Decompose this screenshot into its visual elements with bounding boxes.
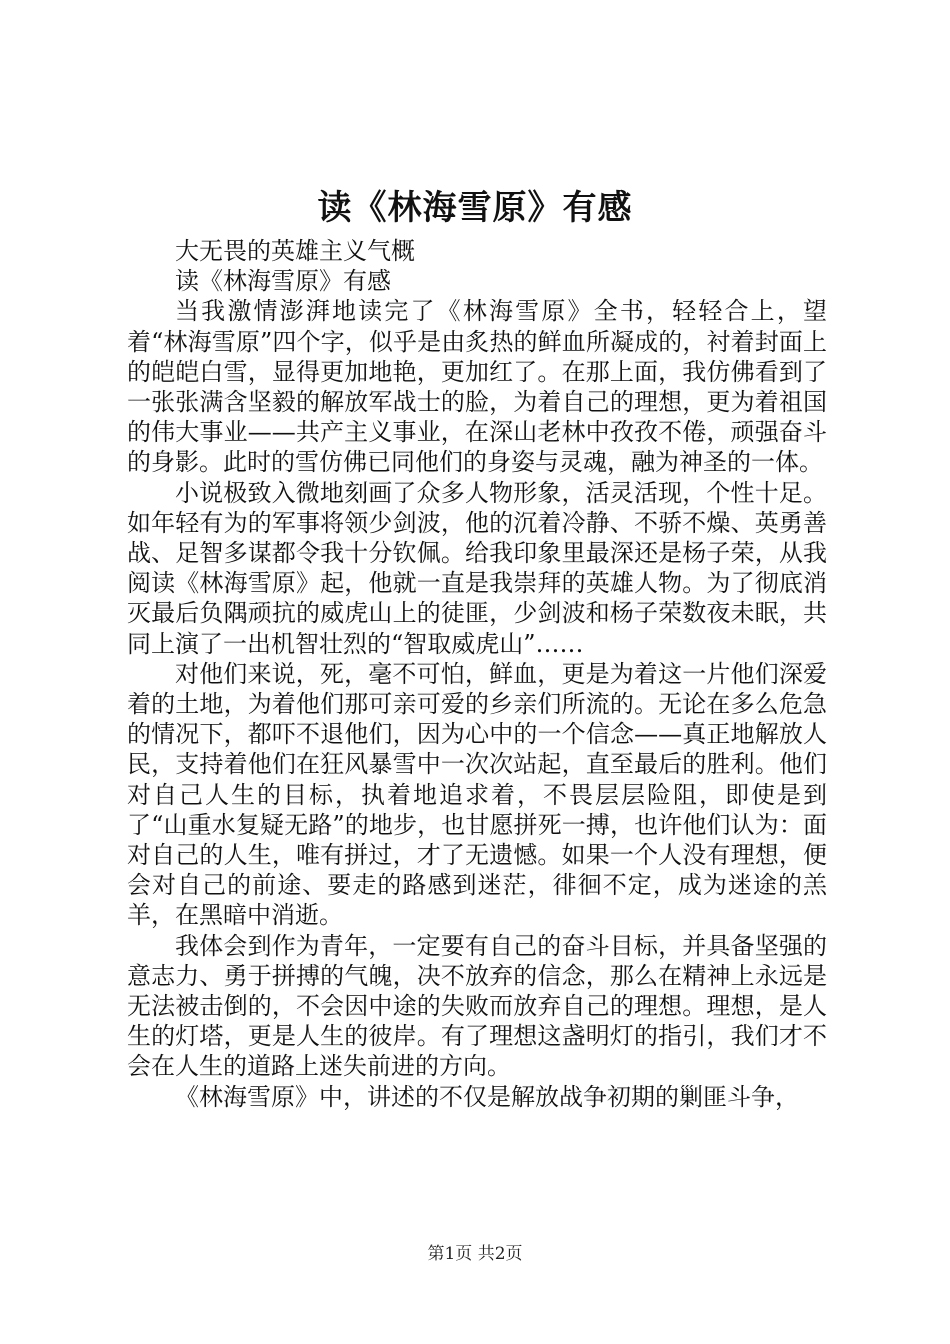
body-paragraph: 《林海雪原》中，讲述的不仅是解放战争初期的剿匪斗争， xyxy=(175,1082,799,1111)
document-title: 读《林海雪原》有感 xyxy=(317,188,633,228)
document-body xyxy=(127,236,827,1112)
body-paragraph: 小说极致入微地刻画了众多人物形象，活灵活现，个性十足。如年轻有为的军事将领少剑波，他的沉着冷静、不骄不燥、英勇善战、足智多谋都令我十分钦佩。给我印象里最深还是杨子荣，从我阅读《林海雪原》起，他就一直是我崇拜的英雄人物。为了彻底消灭最后负隅顽抗的威虎山上的徒匪，少剑波和杨子荣数夜未眠，共同上演了一出机智壮烈的“智取威虎山”…… xyxy=(127,478,827,658)
body-paragraph: 当我激情澎湃地读完了《林海雪原》全书，轻轻合上，望着“林海雪原”四个字，似乎是由炙热的鲜血所凝成的，衬着封面上的皑皑白雪，显得更加地艳，更加红了。在那上面，我仿佛看到了一张张满含坚毅的解放军战士的脸，为着自己的理想，更为着祖国的伟大事业——共产主义事业，在深山老林中孜孜不倦，顽强奋斗的身影。此时的雪仿佛已同他们的身姿与灵魂，融为神圣的一体。 xyxy=(127,297,827,477)
page-footer: 第1页 共2页 xyxy=(427,1244,523,1264)
subtitle-paragraph: 大无畏的英雄主义气概 xyxy=(175,237,415,265)
body-paragraph: 我体会到作为青年，一定要有自己的奋斗目标，并具备坚强的意志力、勇于拼搏的气魄，决不放弃的信念，那么在精神上永远是无法被击倒的，不会因中途的失败而放弃自己的理想。理想，是人生的灯塔，更是人生的彼岸。有了理想这盏明灯的指引，我们才不会在人生的道路上迷失前进的方向。 xyxy=(127,931,827,1081)
subtitle-paragraph: 读《林海雪原》有感 xyxy=(175,267,391,296)
body-paragraph: 对他们来说，死，毫不可怕，鲜血，更是为着这一片他们深爱着的土地，为着他们那可亲可爱的乡亲们所流的。无论在多么危急的情况下，都吓不退他们，因为心中的一个信念——真正地解放人民，支持着他们在狂风暴雪中一次次站起，直至最后的胜利。他们对自己人生的目标，执着地追求着，不畏层层险阻，即使是到了“山重水复疑无路”的地步，也甘愿拼死一搏，也许他们认为：面对自己的人生，唯有拼过，才了无遗憾。如果一个人没有理想，便会对自己的前途、要走的路感到迷茫，徘徊不定，成为迷途的羔羊，在黑暗中消逝。 xyxy=(127,659,827,930)
